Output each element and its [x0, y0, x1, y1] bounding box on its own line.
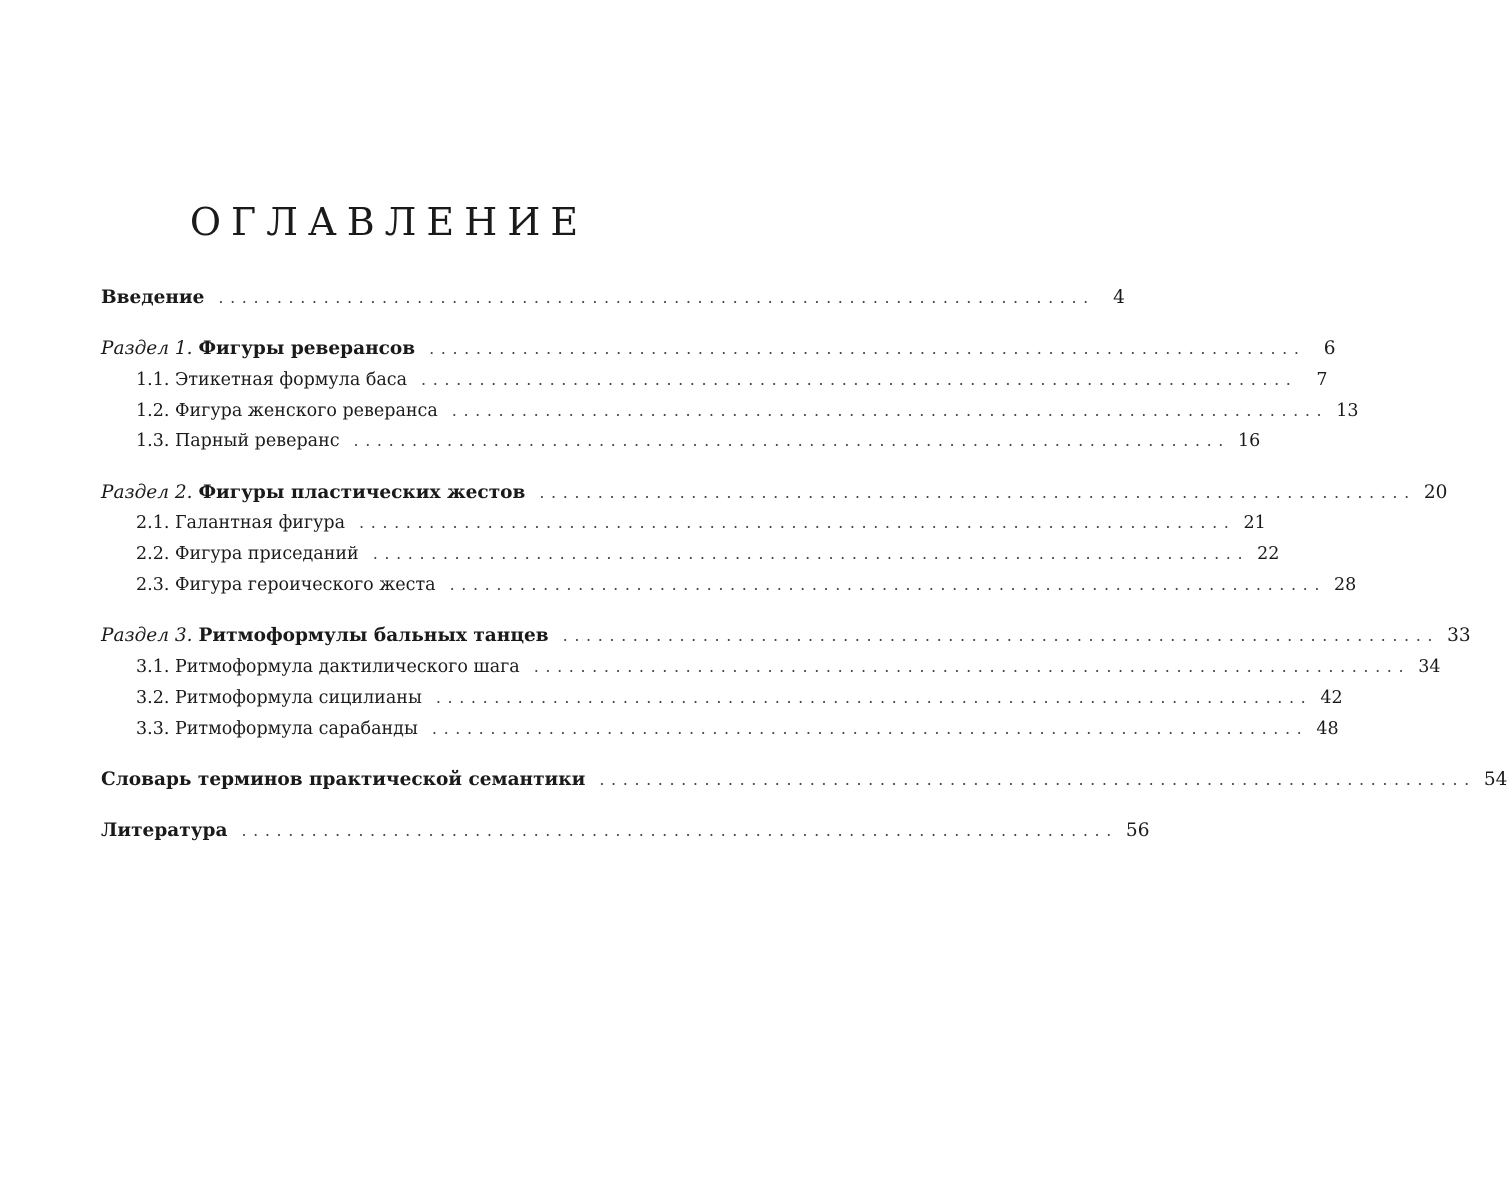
dot-leader: ...........................................................................	[451, 401, 1329, 420]
toc-entry-1-1[interactable]	[136, 365, 1328, 395]
dot-leader: ...........................................................................	[533, 657, 1411, 676]
dot-leader: ...........................................................................	[241, 821, 1118, 840]
toc-page-number: 21	[1243, 513, 1266, 533]
section-title: Фигуры пластических жестов	[198, 482, 526, 503]
toc-entry-3-3[interactable]	[136, 714, 1339, 744]
toc-entry-1-2[interactable]	[136, 396, 1359, 426]
toc-entry-introduction[interactable]	[101, 283, 1125, 313]
toc-page-number: 7	[1316, 370, 1328, 390]
page-title: ОГЛАВЛЕНИЕ	[189, 200, 589, 244]
toc-page-number: 33	[1447, 625, 1471, 646]
toc-entry-title: 3.1. Ритмоформула дактилического шага	[136, 657, 520, 677]
toc-entry-title: Введение	[101, 287, 205, 308]
dot-leader: ...........................................................................	[449, 575, 1327, 594]
toc-page-number: 13	[1336, 401, 1359, 421]
toc-entry-title: 1.3. Парный реверанс	[136, 431, 340, 451]
toc-page-number: 42	[1320, 688, 1343, 708]
toc-entry-title: 3.3. Ритмоформула сарабанды	[136, 719, 418, 739]
toc-entry-title	[101, 621, 549, 651]
toc-entry-title: 2.2. Фигура приседаний	[136, 544, 359, 564]
toc-entry-section-2[interactable]	[101, 478, 1448, 508]
dot-leader: ...........................................................................	[353, 431, 1230, 450]
dot-leader: ...........................................................................	[435, 688, 1313, 707]
toc-entry-title: 3.2. Ритмоформула сицилианы	[136, 688, 422, 708]
toc-entry-bibliography[interactable]	[101, 816, 1150, 846]
toc-entry-2-3[interactable]	[136, 570, 1357, 600]
toc-page-number: 48	[1316, 719, 1339, 739]
toc-page-number: 28	[1334, 575, 1357, 595]
toc-entry-2-2[interactable]	[136, 539, 1280, 569]
dot-leader: ...........................................................................	[562, 626, 1440, 645]
toc-entry-title: 1.2. Фигура женского реверанса	[136, 401, 438, 421]
dot-leader: ...........................................................................	[372, 544, 1250, 563]
section-title: Фигуры реверансов	[198, 338, 416, 359]
section-label: Раздел 2.	[101, 482, 193, 503]
section-title: Ритмоформулы бальных танцев	[198, 625, 549, 646]
toc-page-number: 20	[1423, 482, 1448, 503]
toc-entry-title: 1.1. Этикетная формула баса	[136, 370, 408, 390]
toc-entry-title: Словарь терминов практической семантики	[101, 769, 586, 790]
dot-leader: ...........................................................................	[431, 719, 1309, 738]
toc-entry-section-3[interactable]	[101, 621, 1471, 651]
dot-leader: ...........................................................................	[218, 288, 1095, 307]
toc-page-number: 34	[1418, 657, 1441, 677]
section-label: Раздел 3.	[101, 625, 193, 646]
toc-entry-3-2[interactable]	[136, 683, 1343, 713]
toc-entry-title	[101, 334, 415, 364]
toc-entry-2-1[interactable]	[136, 508, 1266, 538]
toc-entry-3-1[interactable]	[136, 652, 1441, 682]
toc-page-number: 22	[1257, 544, 1280, 564]
toc-entry-title: 2.1. Галантная фигура	[136, 513, 346, 533]
toc-entry-title: Литература	[101, 820, 228, 841]
toc-entry-section-1[interactable]	[101, 334, 1336, 364]
dot-leader: ...........................................................................	[359, 513, 1236, 532]
section-label: Раздел 1.	[101, 338, 193, 359]
dot-leader: ...........................................................................	[429, 339, 1306, 358]
toc-entry-title	[101, 478, 525, 508]
toc-page-number: 54	[1483, 769, 1507, 790]
toc-page-number: 4	[1113, 287, 1125, 308]
toc-page-number: 56	[1125, 820, 1150, 841]
toc-page-number: 16	[1238, 431, 1261, 451]
dot-leader: ...........................................................................	[539, 483, 1416, 502]
toc-entry-glossary[interactable]	[101, 765, 1507, 795]
toc-entry-title: 2.3. Фигура героического жеста	[136, 575, 436, 595]
dot-leader: ...........................................................................	[421, 370, 1298, 389]
toc-entry-1-3[interactable]	[136, 426, 1261, 456]
dot-leader: ...........................................................................	[599, 770, 1476, 789]
toc-page-number: 6	[1323, 338, 1336, 359]
